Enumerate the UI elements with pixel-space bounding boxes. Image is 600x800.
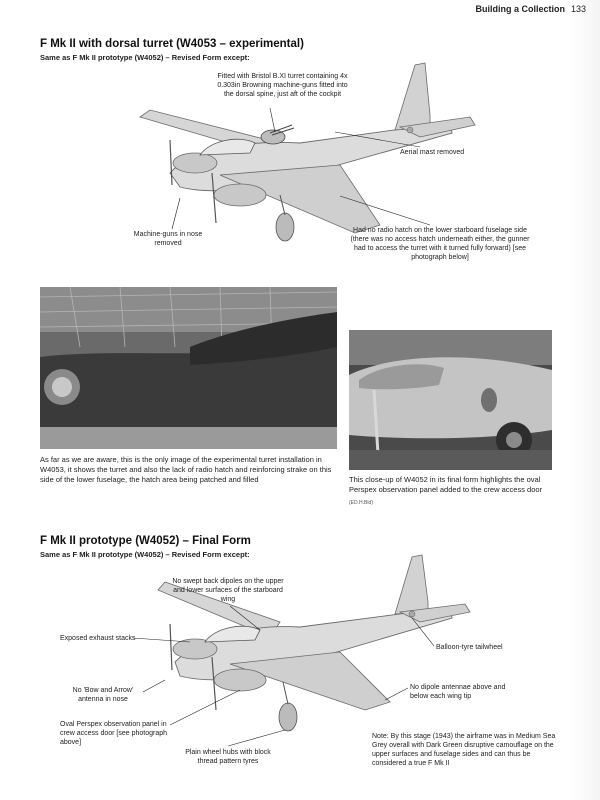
page-number: 133 bbox=[570, 4, 586, 14]
note-swept-dipoles: No swept back dipoles on the upper and lower surfaces of the starboard wing bbox=[172, 578, 284, 603]
note-oval-panel: Oval Perspex observation panel in crew access door [see photograph above] bbox=[60, 721, 168, 746]
bottom-section-subtitle: Same as F Mk II prototype (W4052) – Revised Form except: bbox=[40, 550, 250, 559]
note-tailwheel: Balloon-tyre tailwheel bbox=[436, 644, 503, 651]
note-wheel-hubs: Plain wheel hubs with block thread pattern tyres bbox=[185, 749, 271, 765]
note-aerial-mast: Aerial mast removed bbox=[400, 149, 465, 156]
caption-turret-photo: As far as we are aware, this is the only image of the experimental turret installation in W4053, it shows the turret and also the lack of radio hatch and reinforcing strake on this side of the lower fuselage, the hatch area being patched and filled bbox=[40, 455, 332, 484]
note-final-camouflage: Note: By this stage (1943) the airframe was in Medium Sea Grey overall with Dark Green disruptive camouflage on the upper surfaces and fuselage sides and can thus be considered a true F Mk II bbox=[372, 733, 556, 767]
note-dipole-antennae: No dipole antennae above and below each wing tip bbox=[410, 684, 506, 700]
section-title: Building a Collection bbox=[475, 4, 565, 14]
caption-crew-door-photo: This close-up of W4052 in its final form highlights the oval Perspex observation panel added to the crew access door bbox=[349, 475, 543, 494]
note-exhaust-stacks: Exposed exhaust stacks bbox=[60, 635, 136, 642]
note-nose-guns: Machine-guns in nose removed bbox=[133, 231, 203, 247]
note-radio-hatch: Had no radio hatch on the lower starboard fuselage side (there was no access hatch underneath either, the gunner had to access the turret with it turned fully forward) [see photograph below] bbox=[350, 227, 530, 261]
bottom-section-title: F Mk II prototype (W4052) – Final Form bbox=[40, 535, 251, 547]
note-bow-arrow-antenna: No 'Bow and Arrow' antenna in nose bbox=[72, 687, 134, 703]
top-section-title: F Mk II with dorsal turret (W4053 – experimental) bbox=[40, 38, 304, 50]
top-section-subtitle: Same as F Mk II prototype (W4052) – Revised Form except: bbox=[40, 53, 250, 62]
photo-credit: (ED.H.Bld) bbox=[349, 500, 373, 506]
note-turret: Fitted with Bristol B.XI turret containing 4x 0.303in Browning machine-guns fitted into the dorsal spine, just aft of the cockpit bbox=[217, 73, 348, 98]
